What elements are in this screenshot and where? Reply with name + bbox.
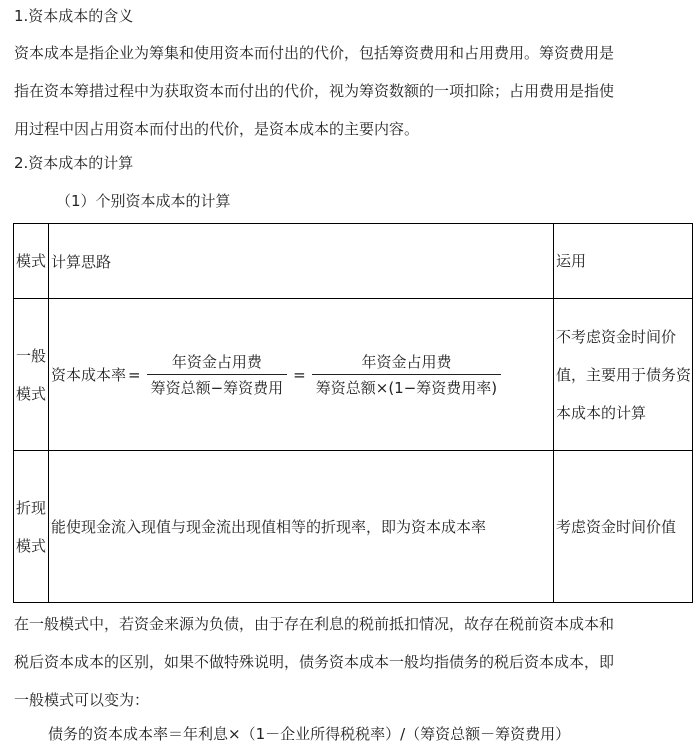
table-header-row <box>14 224 693 299</box>
debt-cost-formula: 债务的资本成本率＝年利息×（1－企业所得税税率）/（筹资总额－筹资费用） <box>48 725 571 743</box>
formula-equals-1: = <box>128 365 141 384</box>
definition-line-2: 指在资本筹措过程中为获取资本而付出的代价，视为筹资数额的一项扣除；占用费用是指使 <box>14 82 615 100</box>
header-use: 运用 <box>554 224 693 299</box>
idea-discount: 能使现金流入现值与现金流出现值相等的折现率，即为资本成本率 <box>49 451 554 603</box>
cost-calculation-table <box>13 223 693 603</box>
definition-line-3: 用过程中因占用资本而付出的代价，是资本成本的主要内容。 <box>14 120 420 138</box>
cost-rate-formula <box>51 351 553 398</box>
formula-equals-2: = <box>293 365 306 384</box>
fraction-1-denominator: 筹资总额−筹资费用 <box>147 374 288 398</box>
fraction-1-numerator: 年资金占用费 <box>171 353 262 371</box>
use-general: 不考虑资金时间价值，主要用于债务资本成本的计算 <box>554 299 693 451</box>
section-heading-calculation: 2.资本成本的计算 <box>14 154 134 172</box>
header-idea: 计算思路 <box>49 224 554 299</box>
general-mode-line-3: 一般模式可以变为： <box>14 691 150 709</box>
formula-lhs: 资本成本率 <box>51 366 127 384</box>
fraction-2-denominator: 筹资总额×(1−筹资费用率) <box>312 374 501 398</box>
general-mode-paragraph <box>14 605 682 719</box>
general-mode-line-2: 税后资本成本的区别，如果不做特殊说明，债务资本成本一般均指债务的税后资本成本，即 <box>14 653 615 671</box>
general-mode-line-1: 在一般模式中，若资金来源为负债，由于存在利息的税前抵扣情况，故存在税前资本成本和 <box>14 615 615 633</box>
section-heading-definition: 1.资本成本的含义 <box>14 7 134 25</box>
mode-general: 一般模式 <box>14 299 49 451</box>
subsection-heading: （1）个别资本成本的计算 <box>56 192 231 210</box>
definition-paragraph <box>14 34 682 148</box>
fraction-1 <box>147 351 288 398</box>
definition-line-1: 资本成本是指企业为筹集和使用资本而付出的代价，包括筹资费用和占用费用。筹资费用是 <box>14 44 615 62</box>
use-discount: 考虑资金时间价值 <box>554 451 693 603</box>
header-mode: 模式 <box>14 224 49 299</box>
formula-cell <box>49 299 554 451</box>
fraction-2 <box>312 351 501 398</box>
fraction-2-numerator: 年资金占用费 <box>361 353 452 371</box>
table-row-general <box>14 299 693 451</box>
table-row-discount <box>14 451 693 603</box>
mode-discount: 折现模式 <box>14 451 49 603</box>
